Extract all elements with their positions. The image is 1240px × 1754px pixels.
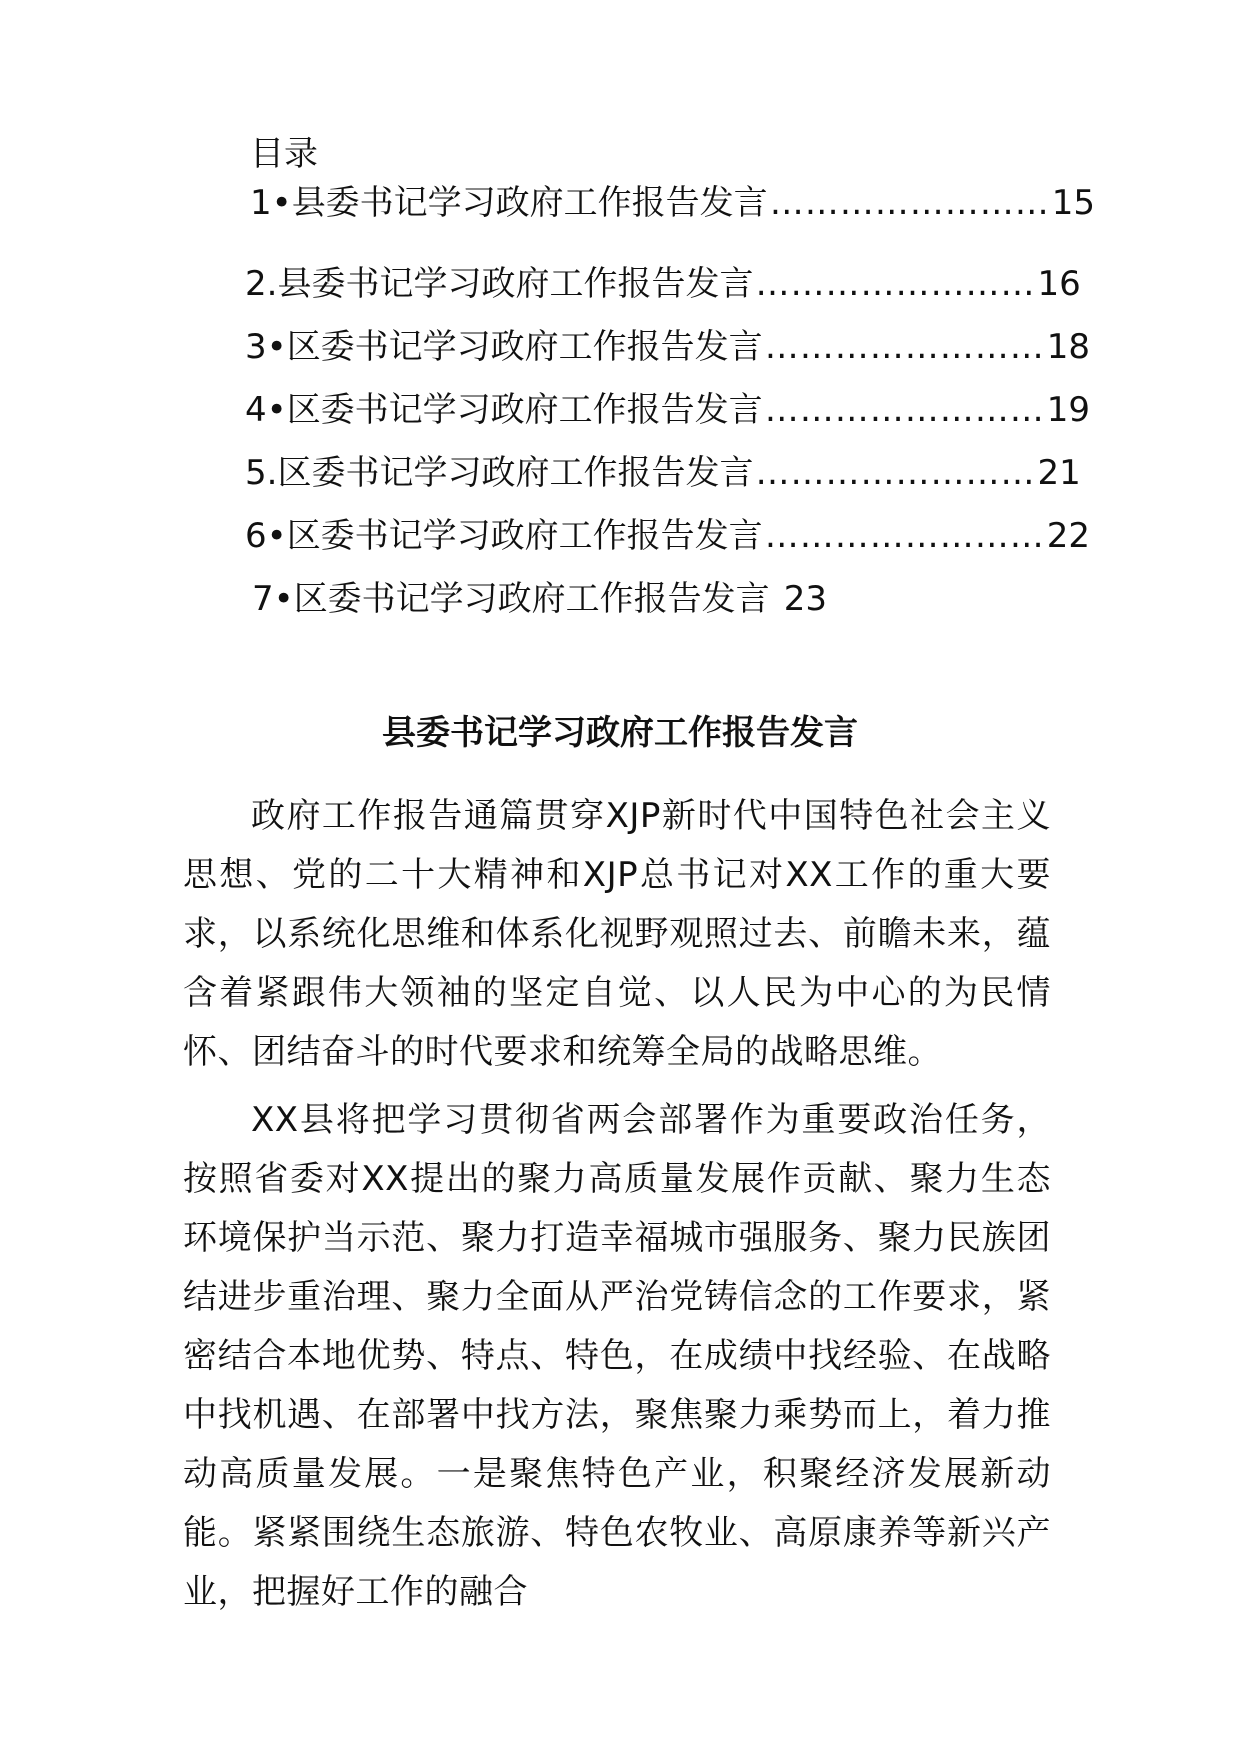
toc-entry-leader: ……………………	[764, 390, 1045, 430]
toc-entry[interactable]	[250, 180, 1095, 226]
body-paragraph: XX县将把学习贯彻省两会部署作为重要政治任务，按照省委对XX提出的聚力高质量发展作贡献、聚力生态环境保护当示范、聚力打造幸福城市强服务、聚力民族团结进步重治理、聚力全面从严治党铸信念的工作要求，紧密结合本地优势、特点、特色，在成绩中找经验、在战略中找机遇、在部署中找方法，聚焦聚力乘势而上，着力推动高质量发展。一是聚焦特色产业，积聚经济发展新动能。紧紧围绕生态旅游、特色农牧业、高原康养等新兴产业，把握好工作的融合	[183, 1100, 1051, 1612]
toc-entry-number: 2.	[245, 264, 278, 304]
toc-entry-leader: ……………………	[769, 183, 1050, 223]
document-title: 县委书记学习政府工作报告发言	[382, 713, 858, 753]
toc-entry-leader: ……………………	[755, 453, 1036, 493]
toc-entry[interactable]	[245, 324, 1090, 370]
toc-entry-number: 5.	[245, 453, 278, 493]
toc-entry[interactable]	[252, 576, 827, 622]
toc-entry-number: 4•	[245, 390, 287, 430]
toc-entry[interactable]	[245, 261, 1081, 307]
toc-entry-number: 6•	[245, 516, 287, 556]
toc-entry-number: 1•	[250, 183, 292, 223]
toc-entry-leader: ……………………	[755, 264, 1036, 304]
toc-entry-title: 区委书记学习政府工作报告发言	[277, 453, 754, 493]
toc-heading: 目录	[250, 134, 318, 174]
toc-entry-page: 16	[1037, 264, 1081, 304]
toc-entry[interactable]	[245, 387, 1090, 433]
toc-entry-page: 18	[1046, 327, 1090, 367]
body-paragraph: 政府工作报告通篇贯穿XJP新时代中国特色社会主义思想、党的二十大精神和XJP总书记对XX工作的重大要求，以系统化思维和体系化视野观照过去、前瞻未来，蕴含着紧跟伟大领袖的坚定自觉、以人民为中心的为民情怀、团结奋斗的时代要求和统筹全局的战略思维。	[183, 796, 1051, 1072]
toc-entry-leader: ……………………	[764, 327, 1045, 367]
toc-entry-title: 县委书记学习政府工作报告发言	[277, 264, 754, 304]
toc-entry-page: 15	[1051, 183, 1095, 223]
toc-entry-number: 7•	[252, 579, 294, 619]
toc-entry-title: 区委书记学习政府工作报告发言	[293, 579, 770, 619]
toc-entry-page: 23	[783, 579, 827, 619]
toc-entry-title: 区委书记学习政府工作报告发言	[286, 390, 763, 430]
toc-entry[interactable]	[245, 450, 1081, 496]
toc-entry-page: 19	[1046, 390, 1090, 430]
toc-entry-leader: ……………………	[764, 516, 1045, 556]
toc-entry-title: 县委书记学习政府工作报告发言	[291, 183, 768, 223]
toc-entry-title: 区委书记学习政府工作报告发言	[286, 516, 763, 556]
toc-entry-page: 21	[1037, 453, 1081, 493]
toc-entry[interactable]	[245, 513, 1090, 559]
toc-entry-number: 3•	[245, 327, 287, 367]
toc-entry-page: 22	[1046, 516, 1090, 556]
toc-entry-title: 区委书记学习政府工作报告发言	[286, 327, 763, 367]
